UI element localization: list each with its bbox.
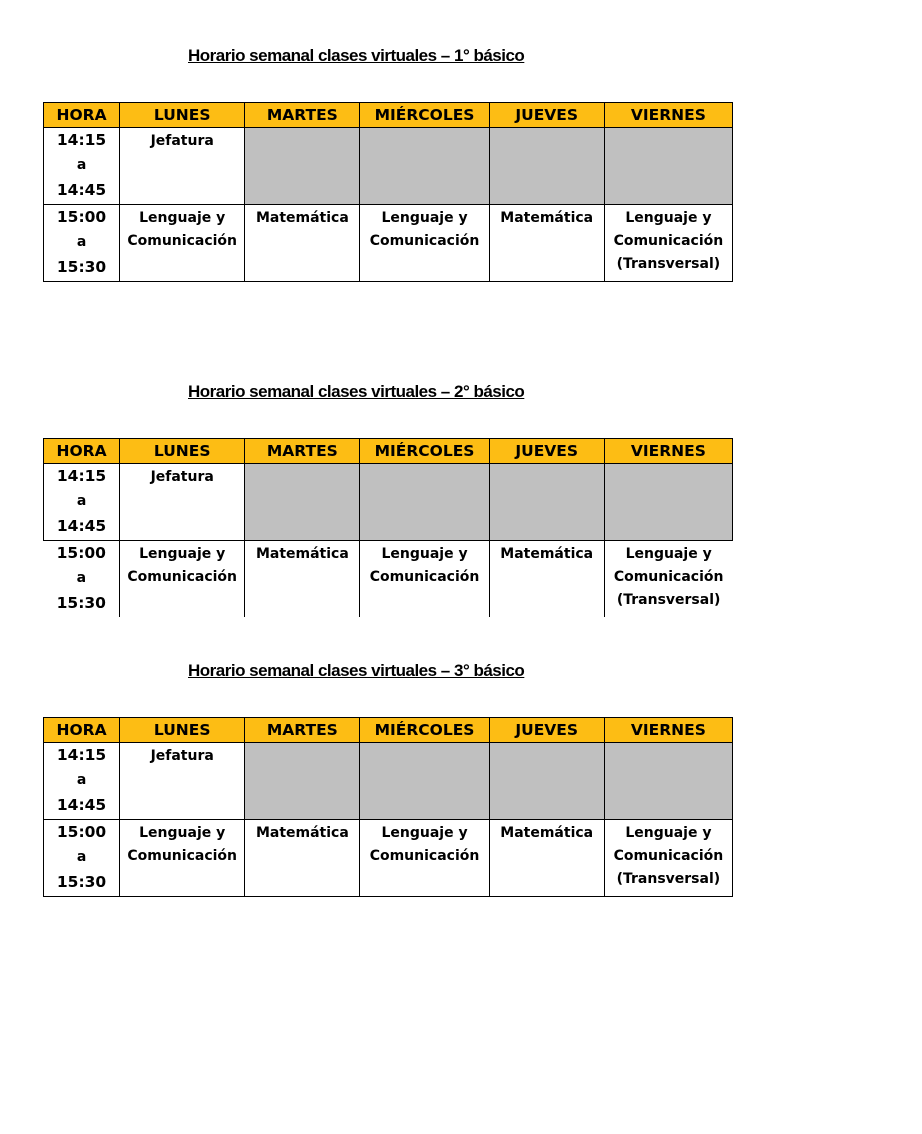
cell-viernes-empty: [604, 464, 732, 541]
cell-miercoles: [360, 820, 489, 897]
cell-miercoles-empty: [360, 128, 489, 205]
header-lunes: LUNES: [120, 439, 245, 464]
cell-text: Jefatura: [150, 748, 214, 764]
cell-text: Jefatura: [150, 469, 214, 485]
table-row: [44, 464, 733, 541]
cell-lunes: [120, 128, 245, 205]
hora-cell: [44, 464, 120, 541]
hora-end: 15:30: [56, 258, 107, 276]
cell-text: Lenguaje y: [625, 825, 712, 841]
cell-martes: [245, 820, 360, 897]
hora-cell: [44, 205, 120, 282]
schedule-title-3: Horario semanal clases virtuales – 3° básico: [188, 661, 525, 680]
cell-text: Matemática: [255, 210, 349, 226]
table-row: [44, 820, 733, 897]
cell-text: Lenguaje y: [139, 210, 226, 226]
cell-jueves: [489, 205, 604, 282]
cell-miercoles-empty: [360, 464, 489, 541]
cell-viernes: [604, 205, 732, 282]
hora-sep: a: [76, 570, 87, 586]
cell-text: Lenguaje y: [625, 546, 712, 562]
header-martes: MARTES: [245, 718, 360, 743]
cell-jueves: [489, 541, 604, 618]
hora-cell: [44, 128, 120, 205]
cell-martes: [245, 205, 360, 282]
header-miercoles: MIÉRCOLES: [360, 718, 489, 743]
header-hora: HORA: [44, 718, 120, 743]
cell-text: Comunicación: [127, 233, 238, 249]
cell-lunes: [120, 464, 245, 541]
header-viernes: VIERNES: [604, 718, 732, 743]
cell-text: Matemática: [255, 546, 349, 562]
hora-start: 14:15: [56, 467, 107, 485]
header-row: [44, 439, 733, 464]
header-row: [44, 718, 733, 743]
table-row: [44, 205, 733, 282]
header-miercoles: MIÉRCOLES: [360, 103, 489, 128]
hora-start: 14:15: [56, 746, 107, 764]
cell-martes-empty: [245, 464, 360, 541]
schedule-table-3: [43, 717, 733, 897]
hora-cell: [44, 541, 120, 618]
cell-miercoles: [360, 541, 489, 618]
cell-text: Matemática: [500, 825, 594, 841]
schedule-title-2: Horario semanal clases virtuales – 2° básico: [188, 382, 525, 401]
hora-start: 15:00: [56, 823, 107, 841]
header-jueves: JUEVES: [489, 718, 604, 743]
cell-viernes: [604, 541, 732, 618]
cell-text: Comunicación: [369, 233, 480, 249]
cell-text: Matemática: [500, 210, 594, 226]
schedule-title-1: Horario semanal clases virtuales – 1° básico: [188, 46, 525, 65]
cell-text: (Transversal): [616, 256, 721, 272]
cell-jueves: [489, 820, 604, 897]
cell-text: Matemática: [255, 825, 349, 841]
header-lunes: LUNES: [120, 103, 245, 128]
hora-end: 14:45: [56, 181, 107, 199]
cell-text: (Transversal): [616, 871, 721, 887]
cell-text: Comunicación: [127, 569, 238, 585]
header-viernes: VIERNES: [604, 103, 732, 128]
header-row: [44, 103, 733, 128]
cell-jueves-empty: [489, 128, 604, 205]
table-row: [44, 743, 733, 820]
hora-end: 15:30: [56, 594, 106, 612]
cell-text: Comunicación: [613, 569, 724, 585]
cell-text: Lenguaje y: [139, 825, 226, 841]
table-row: [44, 128, 733, 205]
cell-viernes-empty: [604, 128, 732, 205]
cell-viernes-empty: [604, 743, 732, 820]
header-miercoles: MIÉRCOLES: [360, 439, 489, 464]
cell-text: Lenguaje y: [381, 825, 468, 841]
cell-text: Lenguaje y: [381, 210, 468, 226]
table-row: [44, 541, 733, 618]
cell-miercoles: [360, 205, 489, 282]
hora-start: 14:15: [56, 131, 107, 149]
hora-sep: a: [76, 157, 87, 173]
header-jueves: JUEVES: [489, 439, 604, 464]
hora-start: 15:00: [56, 544, 106, 562]
cell-text: Comunicación: [613, 848, 724, 864]
hora-sep: a: [76, 849, 87, 865]
cell-lunes: [120, 205, 245, 282]
cell-text: Lenguaje y: [139, 546, 226, 562]
cell-jueves-empty: [489, 743, 604, 820]
cell-lunes: [120, 541, 245, 618]
header-martes: MARTES: [245, 103, 360, 128]
cell-text: (Transversal): [616, 592, 721, 608]
cell-text: Comunicación: [127, 848, 238, 864]
hora-start: 15:00: [56, 208, 107, 226]
cell-martes: [245, 541, 360, 618]
schedule-table-1: [43, 102, 733, 282]
hora-end: 15:30: [56, 873, 107, 891]
cell-text: Matemática: [500, 546, 594, 562]
hora-sep: a: [76, 772, 87, 788]
cell-text: Comunicación: [369, 569, 480, 585]
cell-text: Comunicación: [613, 233, 724, 249]
cell-martes-empty: [245, 743, 360, 820]
hora-cell: [44, 743, 120, 820]
hora-cell: [44, 820, 120, 897]
header-hora: HORA: [44, 439, 120, 464]
header-martes: MARTES: [245, 439, 360, 464]
schedule-table-2: [43, 438, 733, 617]
cell-lunes: [120, 820, 245, 897]
cell-text: Jefatura: [150, 133, 214, 149]
cell-jueves-empty: [489, 464, 604, 541]
header-lunes: LUNES: [120, 718, 245, 743]
cell-miercoles-empty: [360, 743, 489, 820]
header-hora: HORA: [44, 103, 120, 128]
cell-text: Lenguaje y: [381, 546, 468, 562]
hora-sep: a: [76, 493, 87, 509]
hora-end: 14:45: [56, 517, 107, 535]
cell-text: Lenguaje y: [625, 210, 712, 226]
header-jueves: JUEVES: [489, 103, 604, 128]
cell-viernes: [604, 820, 732, 897]
hora-end: 14:45: [56, 796, 107, 814]
cell-martes-empty: [245, 128, 360, 205]
cell-text: Comunicación: [369, 848, 480, 864]
header-viernes: VIERNES: [604, 439, 732, 464]
cell-lunes: [120, 743, 245, 820]
hora-sep: a: [76, 234, 87, 250]
